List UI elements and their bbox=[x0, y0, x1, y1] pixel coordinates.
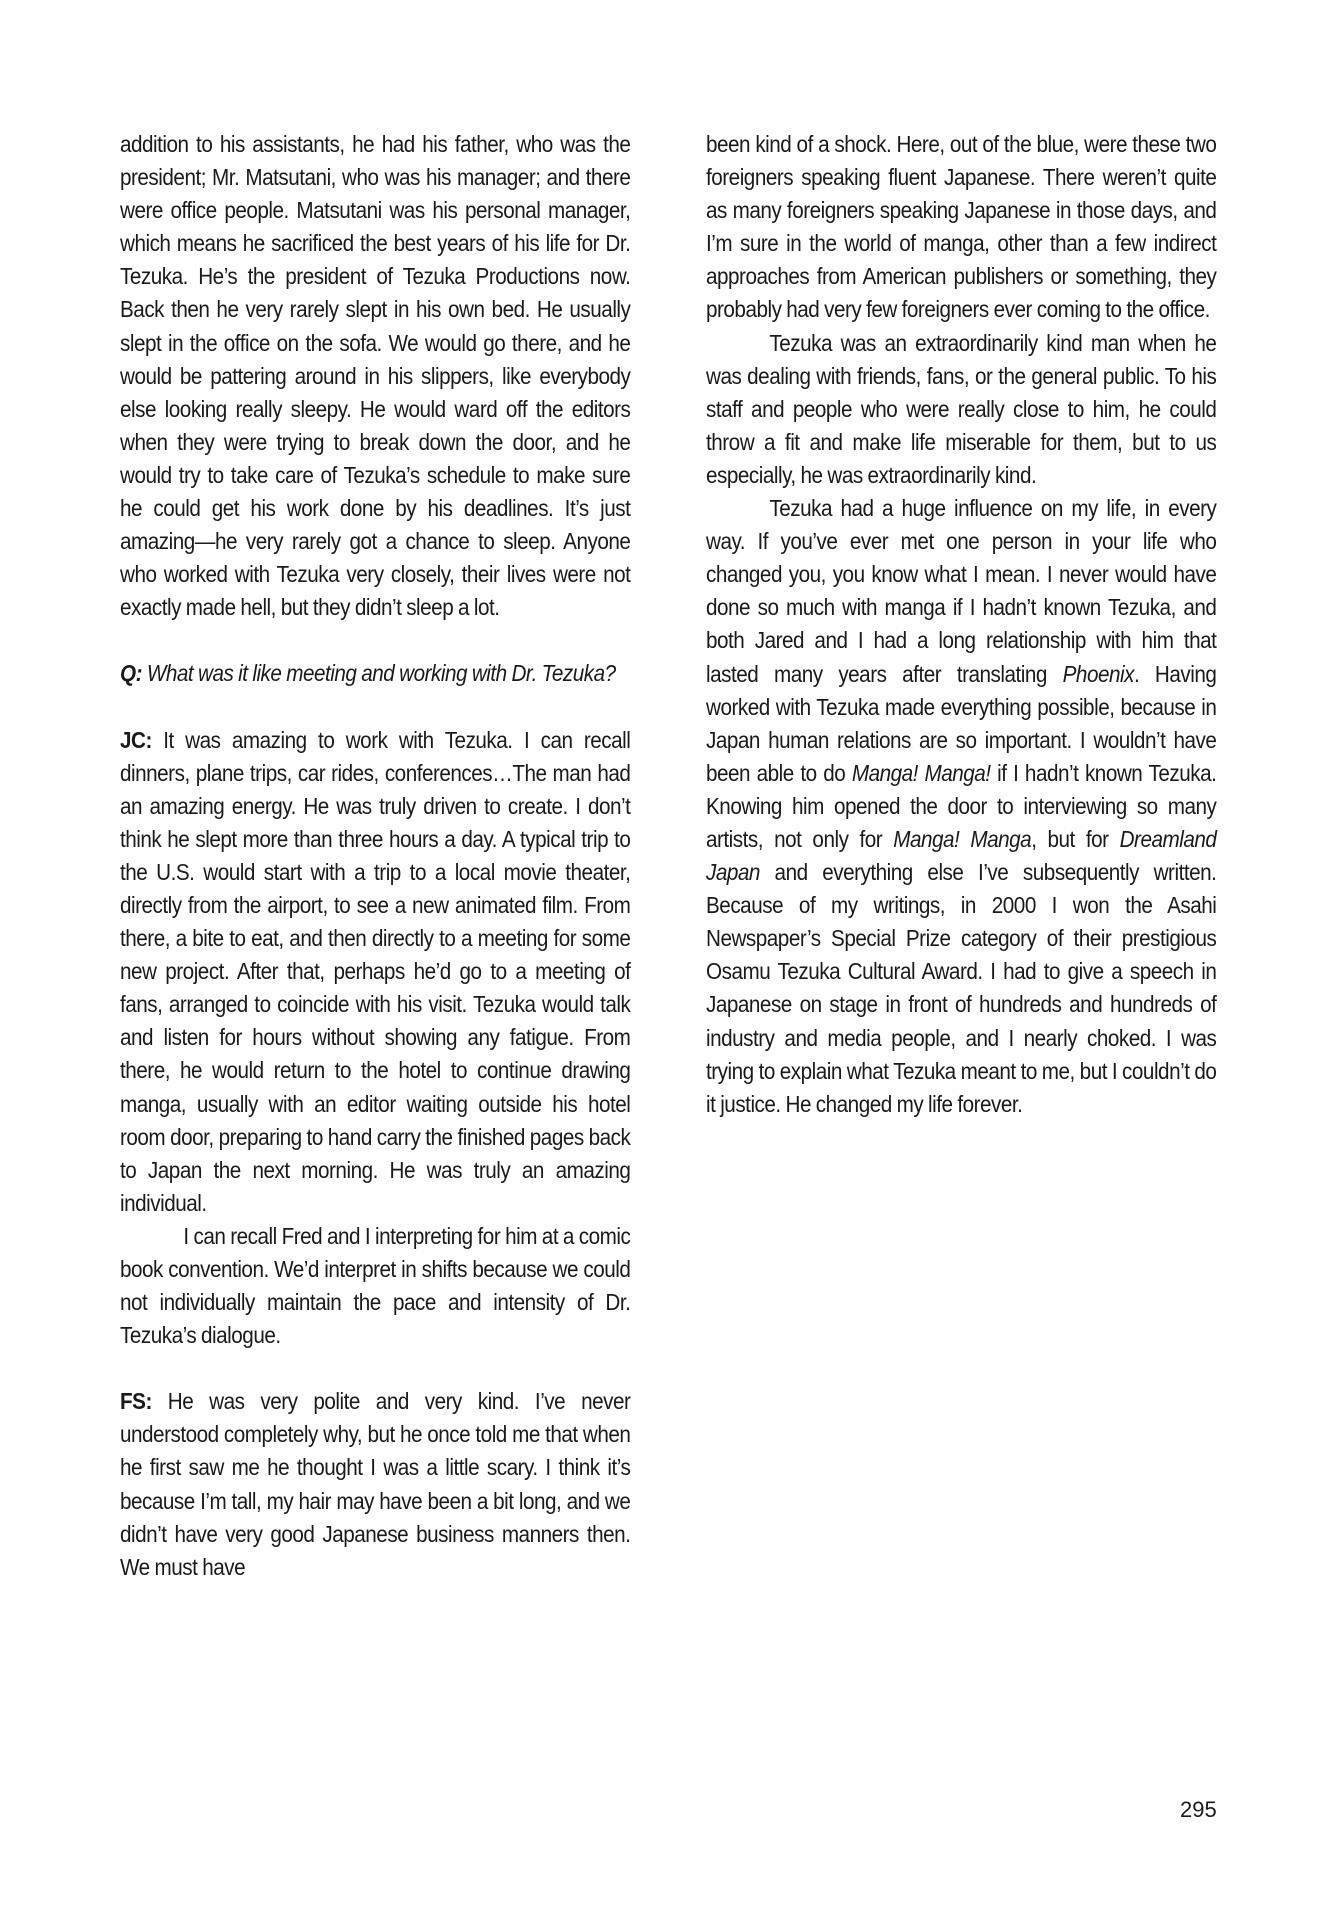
paragraph-3-text-2: . Having worked with Tezuka made everything possible, because in Japan human relations are so important. I wouldn’t have been able to do bbox=[706, 660, 1217, 786]
jc-paragraph-2: I can recall Fred and I interpreting for him at a comic book convention. We’d interpret in shifts because we could not individually maintain the pace and intensity of Dr. Tezuka’s dialogue. bbox=[120, 1222, 631, 1349]
fs-answer-text: He was very polite and very kind. I’ve never understood completely why, but he once told me that when he first saw me he thought I was a little scary. I think it’s because I’m tall, my hair may have been a bit long, and we didn’t have very good Japanese business manners then. We must have bbox=[120, 1388, 631, 1580]
title-manga-manga: Manga! Manga! bbox=[851, 759, 991, 786]
page-number: 295 bbox=[1180, 1797, 1217, 1822]
fs-answer bbox=[120, 1385, 630, 1584]
paragraph-3-text-4: , but for bbox=[1031, 825, 1120, 852]
paragraph-3-text-5: and everything else I’ve subsequently written. Because of my writings, in 2000 I won the Asahi Newspaper’s Special Prize category of their prestigious Osamu Tezuka Cultural Award. I had to give a speech in Japanese on stage in front of hundreds and hundreds of industry and media people, and I nearly choked. I was trying to explain what Tezuka meant to me, but I couldn’t do it justice. He changed my life forever. bbox=[706, 859, 1217, 1117]
jc-answer-text: It was amazing to work with Tezuka. I can recall dinners, plane trips, car rides, conferences…The man had an amazing energy. He was truly driven to create. I don’t think he slept more than three hours a day. A typical trip to the U.S. would start with a trip to a local movie theater, directly from the airport, to see a new animated film. From there, a bite to eat, and then directly to a meeting for some new project. After that, perhaps he’d go to a meeting of fans, arranged to coincide with his visit. Tezuka would talk and listen for hours without showing any fatigue. From there, he would return to the hotel to continue drawing manga, usually with an editor waiting outside his hotel room door, preparing to hand carry the finished pages back to Japan the next morning. He was truly an amazing individual. bbox=[120, 726, 631, 1216]
title-phoenix: Phoenix bbox=[1062, 660, 1134, 687]
paragraph-3-text-1: Tezuka had a huge influence on my life, in every way. If you’ve ever met one person in your life who changed you, you know what I mean. I never would have done so much with manga if I hadn’t known Tezuka, and both Jared and I had a long relationship with him that lasted many years after translating bbox=[706, 495, 1217, 687]
question-text: What was it like meeting and working with Dr. Tezuka? bbox=[146, 660, 616, 687]
right-paragraph-3 bbox=[706, 492, 1216, 1121]
intro-paragraph: addition to his assistants, he had his father, who was the president; Mr. Matsutani, who was his manager; and there were office people. Matsutani was his personal manager, which means he sacrificed the best years of his life for Dr. Tezuka. He’s the president of Tezuka Productions now. Back then he very rarely slept in his own bed. He usually slept in the office on the sofa. We would go there, and he would be pattering around in his slippers, like everybody else looking really sleepy. He would ward off the editors when they were trying to break down the door, and he would try to take care of Tezuka’s schedule to make sure he could get his work done by his deadlines. It’s just amazing—he very rarely got a chance to sleep. Anyone who worked with Tezuka very closely, their lives were not exactly made hell, but they didn’t sleep a lot. bbox=[120, 131, 631, 621]
paragraph-gap bbox=[120, 1352, 630, 1385]
paragraph-gap bbox=[120, 624, 630, 657]
right-paragraph-2: Tezuka was an extraordinarily kind man when he was dealing with friends, fans, or the general public. To his staff and people who were really close to him, he could throw a fit and make life miserable for them, but to us especially, he was extraordinarily kind. bbox=[706, 329, 1217, 488]
paragraph-gap bbox=[120, 691, 630, 724]
interview-question bbox=[120, 657, 630, 690]
question-label: Q: bbox=[120, 660, 143, 687]
right-paragraph-1: been kind of a shock. Here, out of the blue, were these two foreigners speaking fluent Japanese. There weren’t quite as many foreigners speaking Japanese in those days, and I’m sure in the world of manga, other than a few indirect approaches from American publishers or something, they probably had very few foreigners ever coming to the office. bbox=[706, 131, 1217, 323]
jc-answer bbox=[120, 724, 630, 1220]
left-column bbox=[120, 128, 630, 1584]
paragraph-3-text-3: if I hadn’t known Tezuka. Knowing him opened the door to interviewing so many artists, not only for bbox=[706, 759, 1217, 852]
title-dreamland-japan: Dreamland Japan bbox=[706, 825, 1217, 886]
title-manga-manga-2: Manga! Manga bbox=[893, 825, 1032, 852]
speaker-label-fs: FS: bbox=[120, 1388, 152, 1415]
right-column bbox=[706, 128, 1216, 1121]
speaker-label-jc: JC: bbox=[120, 726, 152, 753]
